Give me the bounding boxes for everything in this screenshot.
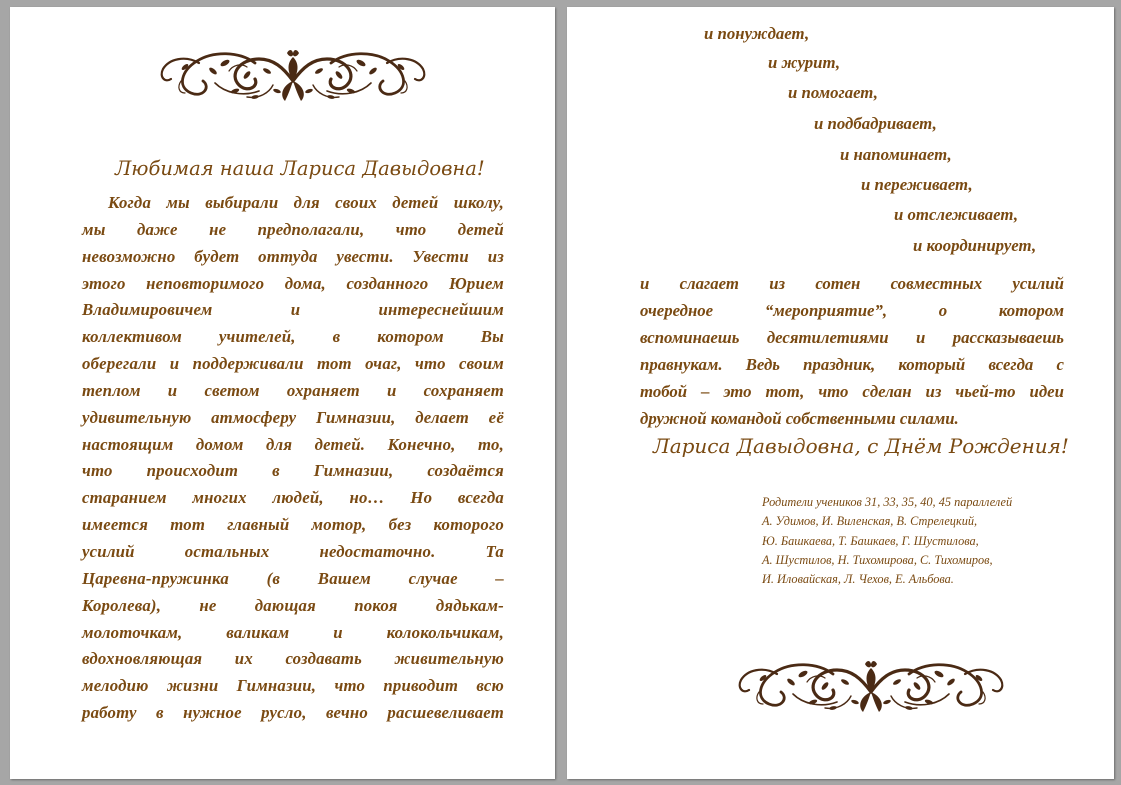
letter-line: мелодию жизни Гимназии, что приводит всю <box>82 676 504 696</box>
signature-line: А. Удимов, И. Виленская, В. Стрелецкий, <box>762 514 978 529</box>
closing-paragraph <box>640 270 1064 432</box>
letter-line: Царевна-пружинка (в Вашем случае – <box>82 568 504 588</box>
greeting-heading: Любимая наша Лариса Давыдовна! <box>115 157 485 180</box>
verb-line: и напоминает, <box>840 145 952 164</box>
letter-line: молоточкам, валикам и колокольчикам, <box>82 622 504 642</box>
signature-block <box>762 493 1012 589</box>
closing-line: дружной командой собственными силами. <box>640 409 959 428</box>
letter-line: Королева), не дающая покоя дядькам- <box>82 595 504 615</box>
verb-line: и отслеживает, <box>894 205 1019 224</box>
closing-line: правнукам. Ведь праздник, который всегда с <box>640 355 1064 374</box>
letter-line: вдохновляющая их создавать живительную <box>82 649 504 669</box>
verb-line: и понуждает, <box>704 24 810 43</box>
verb-line: и помогает, <box>788 83 878 102</box>
letter-line: невозможно будет оттуда увести. Увести из <box>82 246 504 266</box>
letter-line: этого неповторимого дома, созданного Юрием <box>82 273 504 293</box>
birthday-wish: Лариса Давыдовна, с Днём Рождения! <box>653 434 1069 458</box>
floral-vignette-icon <box>733 652 1009 714</box>
closing-line: вспоминаешь десятилетиями и рассказываешь <box>640 328 1064 347</box>
letter-line: удивительную атмосферу Гимназии, делает её <box>82 407 504 427</box>
letter-line: настоящим домом для детей. Конечно, то, <box>82 434 504 454</box>
signature-line: Родители учеников 31, 33, 35, 40, 45 параллелей <box>762 495 1013 509</box>
verb-line: и координирует, <box>913 236 1037 255</box>
signature-line: И. Иловайская, Л. Чехов, Е. Альбова. <box>762 572 954 587</box>
letter-body <box>82 190 504 727</box>
verb-line: и подбадривает, <box>814 114 937 133</box>
letter-line: оберегали и поддерживали тот очаг, что своим <box>82 354 504 374</box>
letter-line: Владимировичем и интереснейшим <box>82 300 504 320</box>
signature-line: Ю. Башкаева, Т. Башкаев, Г. Шустилова, <box>762 533 979 548</box>
letter-line: Когда мы выбирали для своих детей школу, <box>108 193 504 212</box>
letter-line: работу в нужное русло, вечно расшевеливает <box>82 703 504 723</box>
letter-line: старанием многих людей, но… Но всегда <box>82 488 504 508</box>
closing-line: и слагает из сотен совместных усилий <box>640 274 1064 293</box>
closing-line: тобой – это тот, что сделан из чьей-то идеи <box>640 382 1064 401</box>
document-page-right <box>567 7 1114 779</box>
verb-line: и журит, <box>768 53 841 72</box>
closing-line: очередное “мероприятие”, о котором <box>640 301 1064 320</box>
verb-line: и переживает, <box>861 175 973 194</box>
letter-line: имеется тот главный мотор, без которого <box>82 515 504 535</box>
letter-line: коллективом учителей, в котором Вы <box>82 327 504 347</box>
floral-vignette-icon <box>155 41 431 103</box>
letter-line: мы даже не предполагали, что детей <box>82 219 504 239</box>
signature-line: А. Шустилов, Н. Тихомирова, С. Тихомиров, <box>762 552 993 567</box>
letter-line: теплом и светом охраняет и сохраняет <box>82 380 504 400</box>
letter-line: что происходит в Гимназии, создаётся <box>82 461 504 481</box>
document-page-left <box>10 7 555 779</box>
letter-line: усилий остальных недостаточно. Та <box>82 541 504 561</box>
